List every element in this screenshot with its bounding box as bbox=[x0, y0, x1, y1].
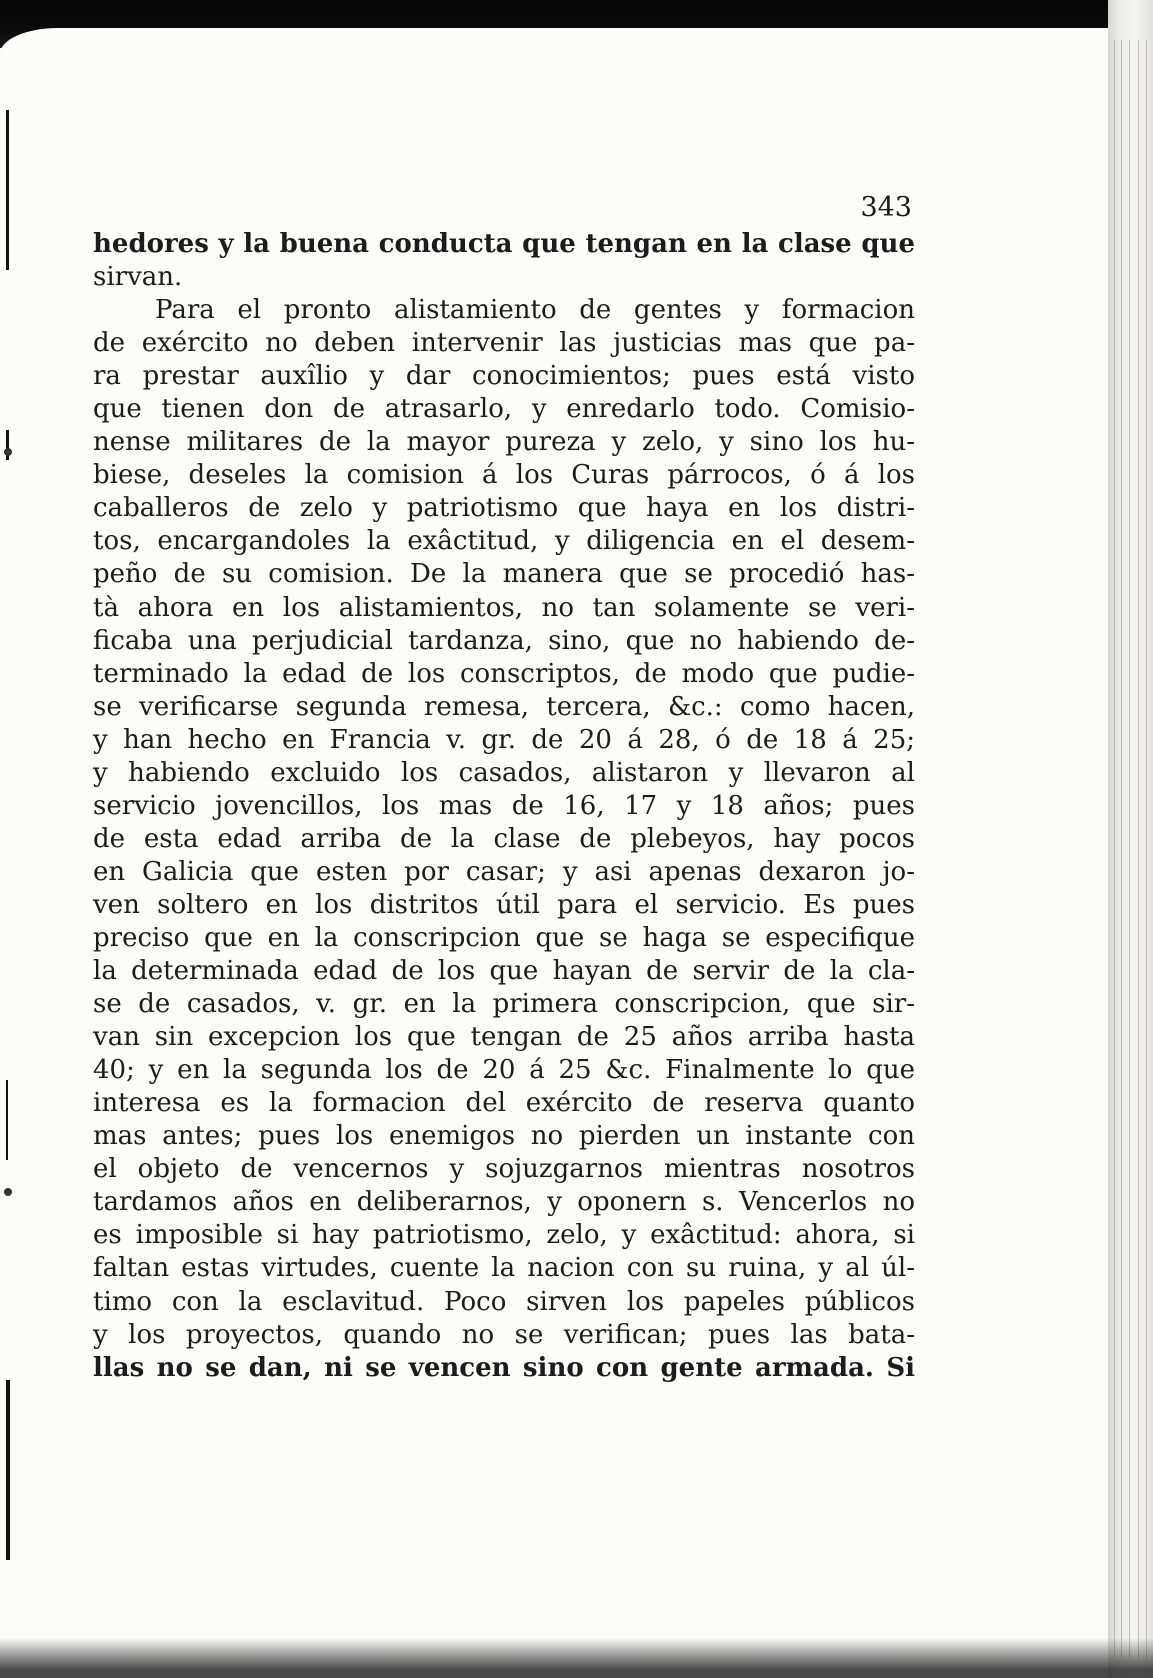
text-line: interesa es la formacion del exército de reserva quanto bbox=[93, 1088, 915, 1119]
text-line: llas no se dan, ni se vencen sino con gente armada. Si bbox=[93, 1352, 915, 1383]
text-line: timo con la esclavitud. Poco sirven los papeles públicos bbox=[93, 1286, 915, 1317]
page-edge-fiber bbox=[1146, 40, 1147, 1658]
text-line: el objeto de vencernos y sojuzgarnos mientras nosotros bbox=[93, 1154, 915, 1185]
text-line: y han hecho en Francia v. gr. de 20 á 28, ó de 18 á 25; bbox=[93, 724, 915, 755]
text-line: de esta edad arriba de la clase de plebeyos, hay pocos bbox=[93, 823, 915, 854]
text-line: servicio jovencillos, los mas de 16, 17 y 18 años; pues bbox=[93, 790, 915, 821]
text-line: caballeros de zelo y patriotismo que haya en los distri- bbox=[93, 493, 915, 524]
text-line: y habiendo excluido los casados, alistaron y llevaron al bbox=[93, 757, 915, 788]
text-line: se verificarse segunda remesa, tercera, &c.: como hacen, bbox=[93, 691, 915, 722]
text-line: tà ahora en los alistamientos, no tan solamente se veri- bbox=[93, 592, 915, 623]
binding-hole bbox=[4, 448, 12, 456]
text-line: terminado la edad de los conscriptos, de modo que pudie- bbox=[93, 658, 915, 689]
text-line: hedores y la buena conducta que tengan en la clase que bbox=[93, 229, 915, 259]
page-edge-fiber bbox=[1114, 40, 1115, 1658]
text-line: que tienen don de atrasarlo, y enredarlo todo. Comisio- bbox=[93, 394, 915, 425]
book-fore-edge bbox=[1108, 0, 1153, 1678]
binding-hole bbox=[4, 1188, 12, 1196]
text-line: ra prestar auxîlio y dar conocimientos; pues está visto bbox=[93, 361, 915, 392]
text-line: mas antes; pues los enemigos no pierden un instante con bbox=[93, 1121, 915, 1152]
text-line: peño de su comision. De la manera que se procedió has- bbox=[93, 559, 915, 590]
text-line: Para el pronto alistamiento de gentes y formacion bbox=[155, 295, 915, 326]
binding-edge-mark bbox=[6, 110, 9, 270]
page-edge-fiber bbox=[1129, 40, 1130, 1658]
page-edge-fiber bbox=[1138, 40, 1139, 1658]
text-line: biese, deseles la comision á los Curas párrocos, ó á los bbox=[93, 460, 915, 491]
text-line: ven soltero en los distritos útil para el servicio. Es pues bbox=[93, 889, 915, 920]
text-line: tardamos años en deliberarnos, y oponern s. Vencerlos no bbox=[93, 1187, 915, 1218]
page-edge-fiber bbox=[1121, 40, 1122, 1658]
text-line: preciso que en la conscripcion que se haga se especifique bbox=[93, 922, 915, 953]
body-text bbox=[93, 228, 915, 1385]
text-line: van sin excepcion los que tengan de 25 años arriba hasta bbox=[93, 1022, 915, 1053]
page-number: 343 bbox=[860, 192, 912, 223]
text-line: 40; y en la segunda los de 20 á 25 &c. Finalmente lo que bbox=[93, 1055, 915, 1086]
text-line: se de casados, v. gr. en la primera conscripcion, que sir- bbox=[93, 989, 915, 1020]
text-line: ficaba una perjudicial tardanza, sino, que no habiendo de- bbox=[93, 625, 915, 656]
text-line: faltan estas virtudes, cuente la nacion con su ruina, y al úl- bbox=[93, 1253, 915, 1284]
text-line: en Galicia que esten por casar; y asi apenas dexaron jo- bbox=[93, 856, 915, 887]
text-line: es imposible si hay patriotismo, zelo, y exâctitud: ahora, si bbox=[93, 1220, 915, 1251]
text-line: la determinada edad de los que hayan de servir de la cla- bbox=[93, 956, 915, 987]
text-line: y los proyectos, quando no se verifican; pues las bata- bbox=[93, 1319, 915, 1350]
text-line: de exército no deben intervenir las justicias mas que pa- bbox=[93, 328, 915, 359]
binding-edge-mark bbox=[6, 1080, 8, 1160]
text-line: nense militares de la mayor pureza y zelo, y sino los hu- bbox=[93, 427, 915, 458]
scan-bottom-shadow bbox=[0, 1638, 1153, 1678]
text-line: tos, encargandoles la exâctitud, y diligencia en el desem- bbox=[93, 526, 915, 557]
binding-edge-mark bbox=[6, 1380, 10, 1560]
text-line: sirvan. bbox=[93, 262, 183, 293]
